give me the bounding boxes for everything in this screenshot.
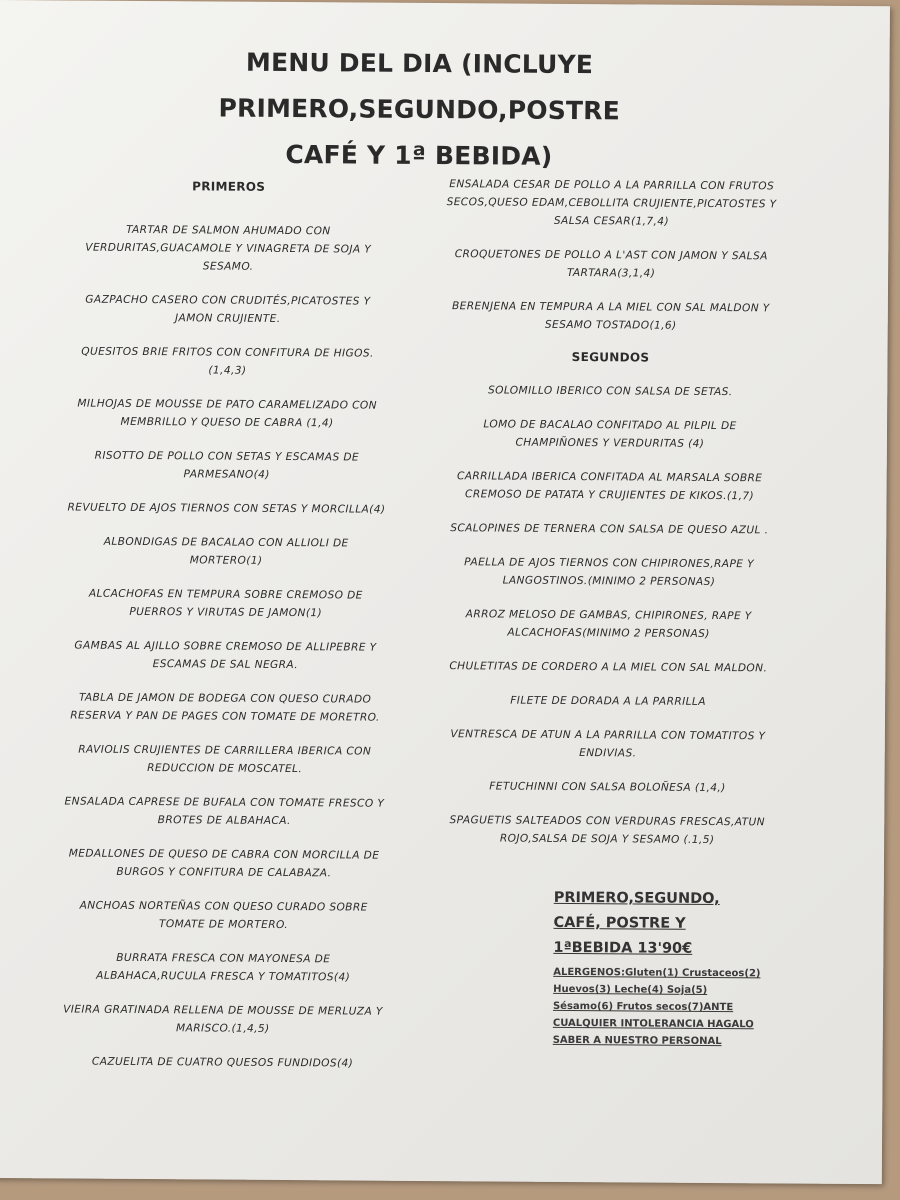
menu-title-line-2: CAFÉ Y 1ª BEBIDA)	[285, 139, 553, 171]
menu-item: BERENJENA EN TEMPURA A LA MIEL CON SAL MALDON Y SESAMO TOSTADO(1,6)	[451, 300, 770, 332]
price-line-3: 1ªBEBIDA 13'90€	[553, 939, 693, 957]
menu-item: ENSALADA CAPRESE DE BUFALA CON TOMATE FRESCO Y BROTES DE ALBAHACA.	[64, 795, 385, 828]
menu-item: CARRILLADA IBERICA CONFITADA AL MARSALA SOBRE CREMOSO DE PATATA Y CRUJIENTES DE KIKOS.(1,7)	[456, 470, 763, 503]
price-box	[553, 886, 764, 962]
menu-item: ALBONDIGAS DE BACALAO CON ALLIOLI DE MORTERO(1)	[103, 535, 349, 567]
menu-item: FILETE DE DORADA A LA PARRILLA	[510, 694, 706, 708]
menu-item: ANCHOAS NORTEÑAS CON QUESO CURADO SOBRE TOMATE DE MORTERO.	[79, 899, 368, 932]
menu-item: RISOTTO DE POLLO CON SETAS Y ESCAMAS DE PARMESANO(4)	[94, 449, 360, 481]
menu-item: SOLOMILLO IBERICO CON SALSA DE SETAS.	[487, 384, 733, 399]
menu-item: CAZUELITA DE CUATRO QUESOS FUNDIDOS(4)	[91, 1055, 354, 1070]
menu-item: REVUELTO DE AJOS TIERNOS CON SETAS Y MORCILLA(4)	[67, 501, 386, 516]
menu-item: CROQUETONES DE POLLO A L'AST CON JAMON Y SALSA TARTARA(3,1,4)	[454, 248, 768, 280]
menu-item: MEDALLONES DE QUESO DE CABRA CON MORCILLA DE BURGOS Y CONFITURA DE CALABAZA.	[68, 847, 380, 880]
menu-item: FETUCHINNI CON SALSA BOLOÑESA (1,4,)	[489, 780, 726, 795]
menu-item: VENTRESCA DE ATUN A LA PARRILLA CON TOMATITOS Y ENDIVIAS.	[450, 728, 766, 760]
menu-item: VIEIRA GRATINADA RELLENA DE MOUSSE DE MERLUZA Y MARISCO.(1,4,5)	[63, 1003, 383, 1035]
menu-item: RAVIOLIS CRUJIENTES DE CARRILLERA IBERICA CON REDUCCION DE MOSCATEL.	[78, 743, 372, 776]
menu-item: QUESITOS BRIE FRITOS CON CONFITURA DE HIGOS.(1,4,3)	[81, 345, 374, 377]
menu-item: ENSALADA CESAR DE POLLO A LA PARRILLA CON FRUTOS SECOS,QUESO EDAM,CEBOLLITA CRUJIENTE,PICATOSTES Y SALSA CESAR(1,7,4)	[446, 178, 777, 228]
right-column	[442, 175, 777, 865]
allergens-line-5: SABER A NUESTRO PERSONAL	[552, 1034, 722, 1048]
menu-item: GAZPACHO CASERO CON CRUDITÉS,PICATOSTES Y JAMON CRUJIENTE.	[85, 293, 371, 325]
primeros-column	[62, 178, 388, 1088]
menu-item: MILHOJAS DE MOUSSE DE PATO CARAMELIZADO CON MEMBRILLO Y QUESO DE CABRA (1,4)	[77, 397, 378, 430]
menu-item: ARROZ MELOSO DE GAMBAS, CHIPIRONES, RAPE Y ALCACHOFAS(MINIMO 2 PERSONAS)	[465, 608, 752, 640]
allergens-line-1: ALERGENOS:Gluten(1) Crustaceos(2)	[553, 966, 761, 980]
menu-item: SCALOPINES DE TERNERA CON SALSA DE QUESO AZUL .	[450, 522, 769, 537]
menu-item: PAELLA DE AJOS TIERNOS CON CHIPIRONES,RAPE Y LANGOSTINOS.(MINIMO 2 PERSONAS)	[464, 556, 755, 589]
menu-title	[59, 38, 780, 181]
menu-item: CHULETITAS DE CORDERO A LA MIEL CON SAL MALDON.	[449, 660, 768, 675]
segundos-heading: SEGUNDOS	[571, 349, 650, 365]
allergens-line-4: CUALQUIER INTOLERANCIA HAGALO	[552, 1017, 754, 1031]
menu-item: LOMO DE BACALAO CONFITADO AL PILPIL DE CHAMPIÑONES Y VERDURITAS (4)	[483, 418, 737, 450]
price-line-1: PRIMERO,SEGUNDO,	[553, 889, 720, 908]
primeros-heading: PRIMEROS	[192, 179, 266, 194]
menu-item: BURRATA FRESCA CON MAYONESA DE ALBAHACA,RUCULA FRESCA Y TOMATITOS(4)	[96, 951, 351, 984]
menu-item: GAMBAS AL AJILLO SOBRE CREMOSO DE ALLIPEBRE Y ESCAMAS DE SAL NEGRA.	[74, 639, 377, 672]
allergens-line-3: Sésamo(6) Frutos secos(7)ANTE	[552, 1000, 734, 1014]
allergens-note	[553, 964, 769, 1050]
menu-title-line-1: MENU DEL DIA (INCLUYE PRIMERO,SEGUNDO,POSTRE	[218, 47, 621, 126]
menu-item: TABLA DE JAMON DE BODEGA CON QUESO CURADO RESERVA Y PAN DE PAGES CON TOMATE DE MORETRO.	[70, 691, 380, 724]
menu-item: SPAGUETIS SALTEADOS CON VERDURAS FRESCAS,ATUN ROJO,SALSA DE SOJA Y SESAMO (.1,5)	[449, 814, 766, 847]
price-line-2: CAFÉ, POSTRE Y	[553, 914, 686, 932]
menu-item: TARTAR DE SALMON AHUMADO CON VERDURITAS,GUACAMOLE Y VINAGRETA DE SOJA Y SESAMO.	[85, 223, 372, 273]
menu-item: ALCACHOFAS EN TEMPURA SOBRE CREMOSO DE PUERROS Y VIRUTAS DE JAMON(1)	[88, 587, 363, 620]
allergens-line-2: Huevos(3) Leche(4) Soja(5)	[553, 983, 708, 996]
